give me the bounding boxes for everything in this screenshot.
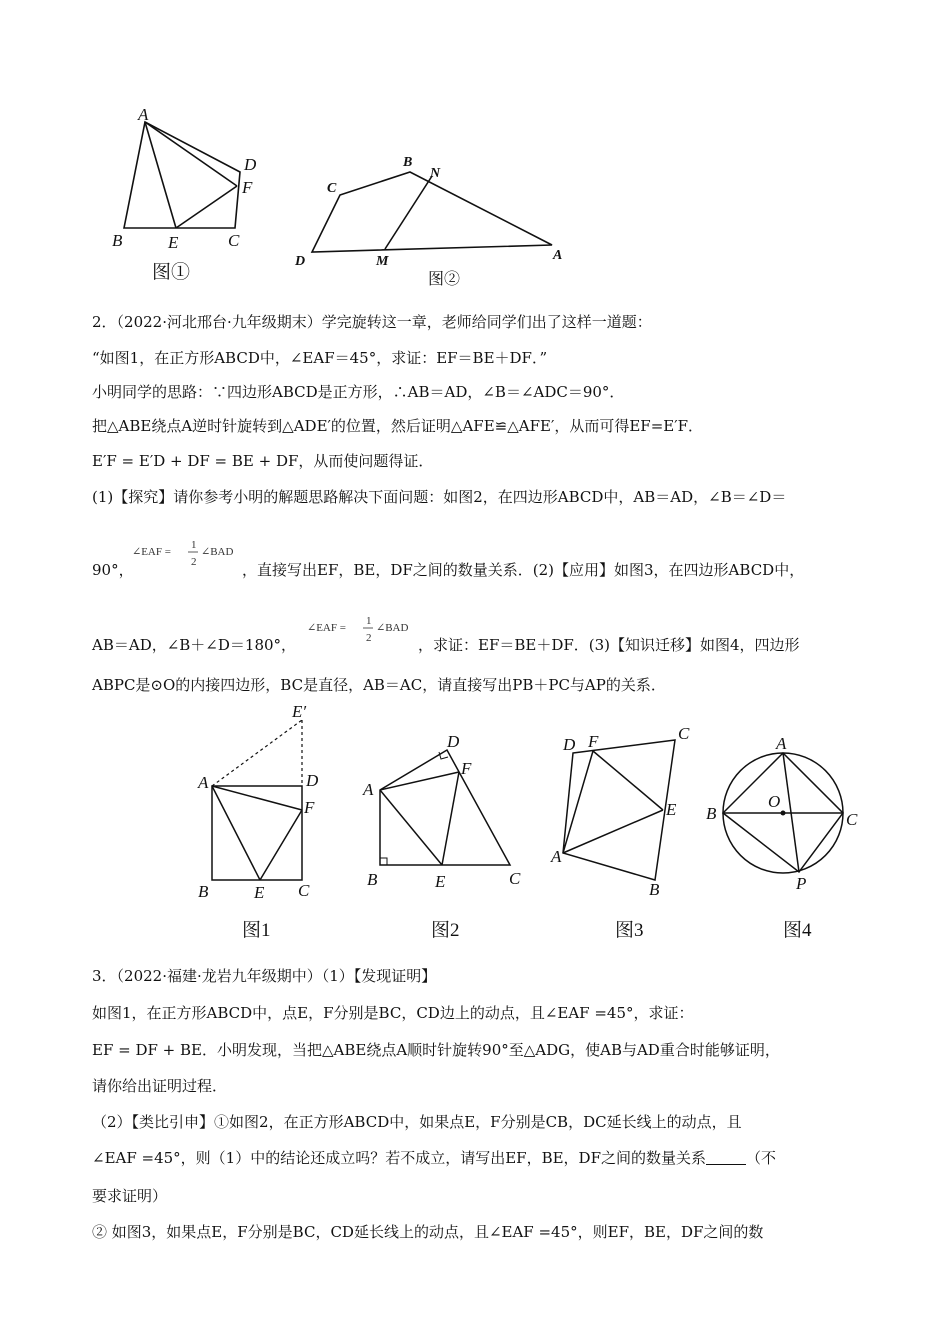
part-title: （1）【发现证明】	[321, 967, 437, 985]
problem-3-line-7: ② 如图3，如果点E，F分别是BC，CD延长线上的动点，且∠EAF =45°，则EF，BE，DF之间的数	[92, 1223, 764, 1241]
problem-2-question-1: (1)【探究】请你参考小明的解题思路解决下面问题：如图2，在四边形ABCD中，AB＝AD，∠B＝∠D＝	[92, 488, 787, 506]
fig-label: D	[447, 732, 460, 751]
fig-label: F	[242, 178, 253, 197]
fig-label: C	[228, 231, 240, 250]
formula-rhs: ∠BAD	[376, 622, 409, 634]
problem-3-line-1: 如图1，在正方形ABCD中，点E，F分别是BC，CD边上的动点，且∠EAF =45°，求证：	[92, 1004, 694, 1022]
formula-rhs: ∠BAD	[201, 546, 234, 558]
fig-caption: 图1	[242, 920, 271, 941]
problem-2-figure-2	[355, 730, 535, 945]
fig-label: B	[649, 880, 660, 899]
fig-label: C	[509, 869, 521, 888]
problem-2-header	[92, 312, 652, 332]
fig-label: F	[461, 759, 472, 778]
formula-lhs: ∠EAF =	[307, 622, 346, 634]
fig-label: D	[244, 155, 257, 174]
formula-numerator: 1	[366, 615, 372, 627]
problem-3-line-4: （2）【类比引申】①如图2，在正方形ABCD中，如果点E，F分别是CB，DC延长线上的动点，且	[92, 1113, 742, 1131]
formula-denominator: 2	[191, 556, 197, 568]
fig-label: A	[776, 734, 787, 753]
fig-label: A	[138, 105, 149, 124]
problem-2-figure-1	[190, 700, 340, 945]
fig-label: A	[553, 248, 563, 263]
problem-number: 2．	[92, 313, 117, 331]
problem-2-figure-4	[700, 725, 875, 945]
fig-label: C	[298, 881, 310, 900]
problem-3-line-5	[92, 1148, 776, 1168]
fig-label: A	[551, 847, 562, 866]
fig-label: D	[563, 735, 576, 754]
fig-label: P	[796, 874, 807, 893]
fig-label: E	[666, 800, 677, 819]
fig-caption: 图2	[431, 920, 460, 941]
problem-2-idea-2: 把△ABE绕点A逆时针旋转到△ADE′的位置，然后证明△AFE≌△AFE′，从而可得EF=E′F．	[92, 417, 704, 435]
fig-label: O	[768, 792, 781, 811]
fig-label: F	[588, 732, 599, 751]
formula-numerator: 1	[191, 539, 197, 551]
fig-label: C	[846, 810, 858, 829]
fig-label: C	[327, 181, 337, 196]
fig-label: N	[430, 166, 441, 181]
fig-label: E	[168, 233, 179, 252]
fig-label: E	[435, 872, 446, 891]
problem-2-quote: “如图1，在正方形ABCD中，∠EAF＝45°，求证：EF＝BE＋DF．”	[92, 349, 548, 367]
problem-number: 3．	[92, 967, 117, 985]
fig-label: B	[403, 155, 413, 170]
fig-label: B	[706, 804, 717, 823]
problem-2-q1-cont-b: ，直接写出EF，BE，DF之间的数量关系．(2)【应用】如图3，在四边形ABCD中，	[242, 561, 805, 579]
fig-label: E	[254, 883, 265, 902]
problem-3-line-6: 要求证明）	[92, 1187, 168, 1205]
problem-2-q2-a: AB＝AD，∠B＋∠D＝180°，	[92, 636, 297, 654]
problem-3-line-5-text: ∠EAF =45°，则（1）中的结论还成立吗？若不成立，请写出EF，BE，DF之间的数量关系	[92, 1149, 706, 1167]
fig-label: A	[363, 780, 374, 799]
problem-source: （2022·福建·龙岩九年级期中）	[116, 967, 322, 985]
problem-2-idea-1: 小明同学的思路：∵四边形ABCD是正方形，∴AB＝AD，∠B＝∠ADC＝90°．	[92, 383, 625, 401]
fig-label: C	[678, 724, 690, 743]
fig-label: F	[304, 798, 315, 817]
fig-caption: 图①	[152, 262, 191, 283]
problem-intro: 学完旋转这一章，老师给同学们出了这样一道题：	[321, 313, 652, 331]
problem-3-header	[92, 966, 436, 986]
fig-label: M	[376, 254, 389, 269]
fig-caption: 图3	[615, 920, 644, 941]
formula-denominator: 2	[366, 632, 372, 644]
problem-3-line-5-tail: （不	[746, 1149, 777, 1167]
top-figure-1	[100, 100, 270, 290]
fig-label: B	[367, 870, 378, 889]
problem-2-question-3: ABPC是⊙O的内接四边形，BC是直径，AB＝AC，请直接写出PB＋PC与AP的关系．	[92, 676, 666, 694]
problem-3-line-2: EF = DF + BE．小明发现，当把△ABE绕点A顺时针旋转90°至△ADG，使AB与AD重合时能够证明，	[92, 1041, 780, 1059]
fig-label: B	[198, 882, 209, 901]
fig-label: B	[112, 231, 123, 250]
problem-2-q2-b: ，求证：EF＝BE＋DF．(3)【知识迁移】如图4，四边形	[418, 636, 800, 654]
fig-label: D	[295, 254, 306, 269]
formula-eaf-half-bad-1	[130, 536, 250, 572]
fig-label: A	[198, 773, 209, 792]
problem-source: （2022·河北邢台·九年级期末）	[116, 313, 322, 331]
top-figure-2	[290, 150, 580, 290]
problem-2-q1-cont-a: 90°，	[92, 561, 134, 579]
problem-2-figure-3	[545, 715, 710, 945]
problem-3-line-3: 请你给出证明过程．	[92, 1077, 228, 1095]
fig-label: E′	[292, 702, 307, 721]
answer-blank[interactable]	[706, 1150, 746, 1165]
problem-2-idea-3: E′F = E′D + DF = BE + DF，从而使问题得证．	[92, 452, 434, 470]
fig-label: D	[306, 771, 319, 790]
fig-caption: 图4	[783, 920, 812, 941]
fig-caption: 图②	[428, 271, 461, 288]
formula-eaf-half-bad-2	[305, 612, 425, 648]
formula-lhs: ∠EAF =	[132, 546, 171, 558]
